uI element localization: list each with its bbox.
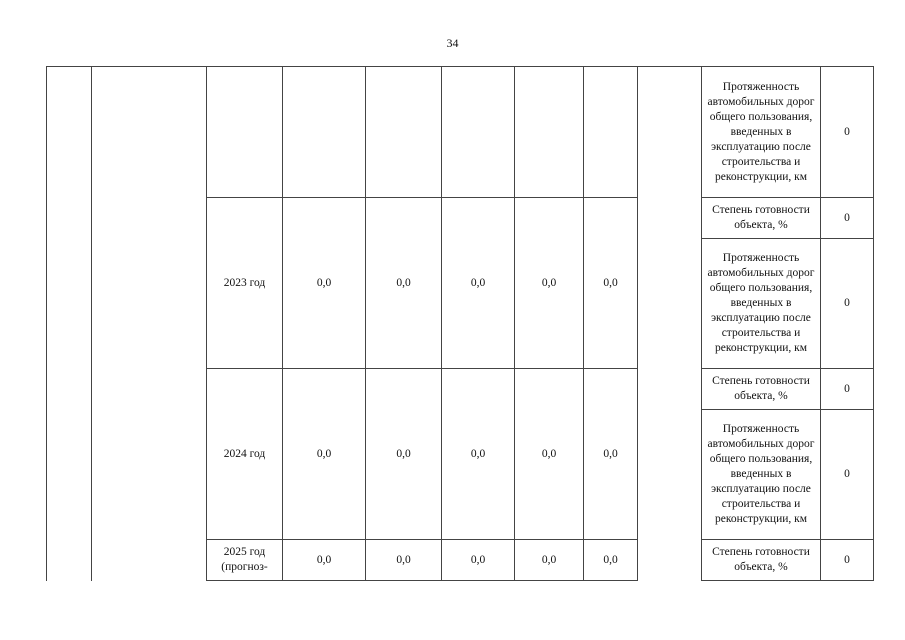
value-cell: 0,0 (584, 540, 638, 581)
value-cell: 0,0 (283, 540, 366, 581)
value-cell: 0,0 (442, 198, 515, 369)
executor-cell (638, 67, 702, 581)
row-number-cell (47, 67, 92, 581)
value-cell (442, 67, 515, 198)
indicator-value-cell: 0 (821, 198, 874, 239)
value-cell: 0,0 (515, 540, 584, 581)
value-cell (283, 67, 366, 198)
value-cell: 0,0 (584, 198, 638, 369)
table-row (47, 67, 874, 198)
value-cell: 0,0 (366, 198, 442, 369)
value-cell: 0,0 (515, 369, 584, 540)
value-cell (584, 67, 638, 198)
value-cell: 0,0 (442, 369, 515, 540)
year-cell: 2024 год (207, 369, 283, 540)
value-cell (515, 67, 584, 198)
indicator-name-cell: Степень готовности объекта, % (702, 369, 821, 410)
indicator-value-cell: 0 (821, 239, 874, 369)
year-cell: 2025 год (прогноз- (207, 540, 283, 581)
value-cell: 0,0 (283, 369, 366, 540)
indicator-value-cell: 0 (821, 540, 874, 581)
page-number: 34 (446, 36, 459, 50)
value-cell: 0,0 (584, 369, 638, 540)
value-cell: 0,0 (515, 198, 584, 369)
indicator-value-cell: 0 (821, 369, 874, 410)
indicator-name-cell: Протяженность автомобильных дорог общего пользования, введенных в эксплуатацию после строительства и реконструкции, км (702, 239, 821, 369)
indicator-name-cell: Степень готовности объекта, % (702, 540, 821, 581)
year-cell: 2023 год (207, 198, 283, 369)
value-cell: 0,0 (283, 198, 366, 369)
indicator-name-cell: Степень готовности объекта, % (702, 198, 821, 239)
year-cell (207, 67, 283, 198)
value-cell: 0,0 (366, 540, 442, 581)
object-name-cell (92, 67, 207, 581)
value-cell: 0,0 (366, 369, 442, 540)
indicator-name-cell: Протяженность автомобильных дорог общего пользования, введенных в эксплуатацию после строительства и реконструкции, км (702, 67, 821, 198)
indicator-value-cell: 0 (821, 410, 874, 540)
indicator-value-cell: 0 (821, 67, 874, 198)
value-cell: 0,0 (442, 540, 515, 581)
value-cell (366, 67, 442, 198)
program-table (46, 66, 874, 581)
indicator-name-cell: Протяженность автомобильных дорог общего пользования, введенных в эксплуатацию после строительства и реконструкции, км (702, 410, 821, 540)
